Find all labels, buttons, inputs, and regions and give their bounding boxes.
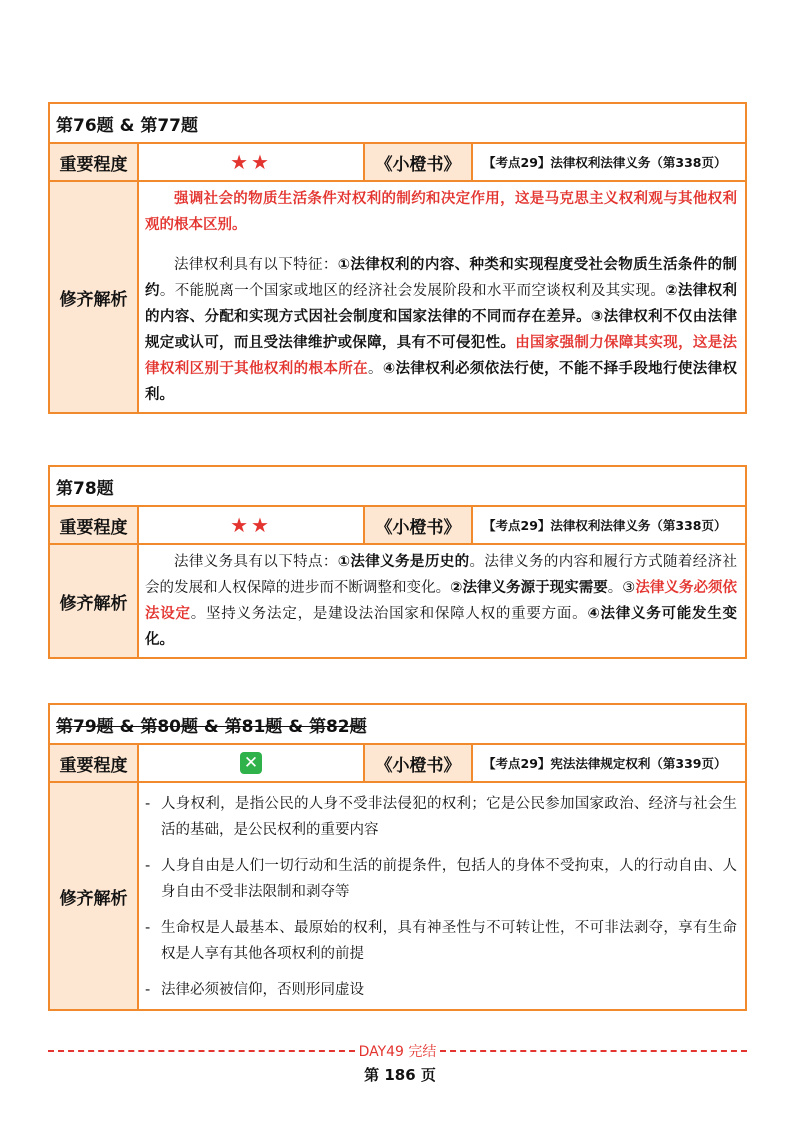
- day-end-text: DAY49 完结: [358, 1044, 437, 1060]
- bold-text: ④法律义务可能发生变化。: [145, 606, 738, 648]
- analysis-body: [139, 783, 745, 1009]
- question-card-79-82: [48, 703, 747, 1011]
- body-text: 。: [367, 361, 383, 377]
- importance-label: 重要程度: [50, 745, 139, 781]
- importance-row: [50, 745, 745, 783]
- importance-cell: [139, 745, 365, 781]
- analysis-label: 修齐解析: [50, 545, 139, 657]
- question-card-78: [48, 465, 747, 659]
- reference-text: 【考点29】宪法法律规定权利（第339页）: [483, 756, 727, 771]
- body-text: 。不能脱离一个国家或地区的经济社会发展阶段和水平而空谈权利及其实现。: [159, 283, 666, 299]
- star-rating: ★★: [139, 144, 365, 180]
- importance-label: 重要程度: [50, 507, 139, 543]
- bold-text: ①法律权利的内容、种类和实现程度受社会物质生活条件的制约: [145, 257, 738, 299]
- body-text: 法律权利具有以下特征：: [174, 257, 338, 273]
- body-text: 法律义务具有以下特点：: [174, 554, 338, 570]
- bold-text: ①法律义务是历史的: [337, 554, 470, 570]
- analysis-row: [50, 182, 745, 412]
- book-title: 《小橙书》: [365, 507, 473, 543]
- analysis-label: 修齐解析: [50, 783, 139, 1009]
- list-item: - 人身自由是人们一切行动和生活的前提条件，包括人的身体不受拘束，人的行动自由、人身自由不受非法限制和剥夺等: [145, 853, 737, 905]
- list-item: - 生命权是人最基本、最原始的权利，具有神圣性与不可转让性，不可非法剥夺，享有生命权是人享有其他各项权利的前提: [145, 915, 737, 967]
- importance-row: [50, 144, 745, 182]
- book-title: 《小橙书》: [365, 745, 473, 781]
- list-item-text: 法律必须被信仰，否则形同虚设: [161, 982, 364, 998]
- highlight-text: 由国家强制力保障其实现，这是法律权利区别于其他权利的根本所在: [145, 335, 738, 377]
- analysis-body: [139, 545, 745, 657]
- highlight-text: 强调社会的物质生活条件对权利的制约和决定作用，这是马克思主义权利观与其他权利观的根本区别。: [145, 191, 737, 233]
- body-text: 。③: [607, 580, 636, 596]
- star-rating: ★★: [139, 507, 365, 543]
- analysis-row: [50, 545, 745, 657]
- card-title: [50, 705, 745, 745]
- body-text: 。法律义务的内容和履行方式随着经济社会的发展和人权保障的进步而不断调整和变化。: [145, 554, 738, 596]
- importance-row: [50, 507, 745, 545]
- bold-text: ④法律权利必须依法行使，不能不择手段地行使法律权利。: [145, 361, 738, 403]
- list-item-text: 人身自由是人们一切行动和生活的前提条件，包括人的身体不受拘束，人的行动自由、人身自由不受非法限制和剥夺等: [161, 858, 737, 900]
- importance-label: 重要程度: [50, 144, 139, 180]
- bold-text: ②法律义务源于现实需要: [450, 580, 608, 596]
- book-title: 《小橙书》: [365, 144, 473, 180]
- analysis-label: 修齐解析: [50, 182, 139, 412]
- list-item: - 法律必须被信仰，否则形同虚设: [145, 977, 737, 1003]
- reference-text: 【考点29】法律权利法律义务（第338页）: [483, 155, 727, 170]
- day-end-divider: [48, 1041, 747, 1061]
- analysis-row: [50, 783, 745, 1009]
- analysis-body: [139, 182, 745, 412]
- list-item-text: 人身权利，是指公民的人身不受非法侵犯的权利；它是公民参加国家政治、经济与社会生活的基础，是公民权利的重要内容: [161, 796, 737, 838]
- card-title: 第76题 & 第77题: [50, 104, 745, 144]
- body-text: 。坚持义务法定，是建设法治国家和保障人权的重要方面。: [190, 606, 588, 622]
- reference-text: 【考点29】法律权利法律义务（第338页）: [483, 518, 727, 533]
- highlight-text: 法律义务必须依法设定: [145, 580, 738, 622]
- list-item-text: 生命权是人最基本、最原始的权利，具有神圣性与不可转让性，不可非法剥夺，享有生命权是人享有其他各项权利的前提: [161, 920, 737, 962]
- card-title: 第78题: [50, 467, 745, 507]
- question-card-76-77: [48, 102, 747, 414]
- page-number: 第 186 页: [364, 1066, 436, 1084]
- cross-mark-icon: ✕: [240, 752, 262, 774]
- list-item: - 人身权利，是指公民的人身不受非法侵犯的权利；它是公民参加国家政治、经济与社会生活的基础，是公民权利的重要内容: [145, 791, 737, 843]
- card-title-text: 第79题 & 第80题 & 第81题 & 第82题: [56, 716, 367, 737]
- bold-text: ②法律权利的内容、分配和实现方式因社会制度和国家法律的不同而存在差异。③法律权利不仅由法律规定或认可，而且受法律维护或保障，具有不可侵犯性。: [145, 283, 738, 351]
